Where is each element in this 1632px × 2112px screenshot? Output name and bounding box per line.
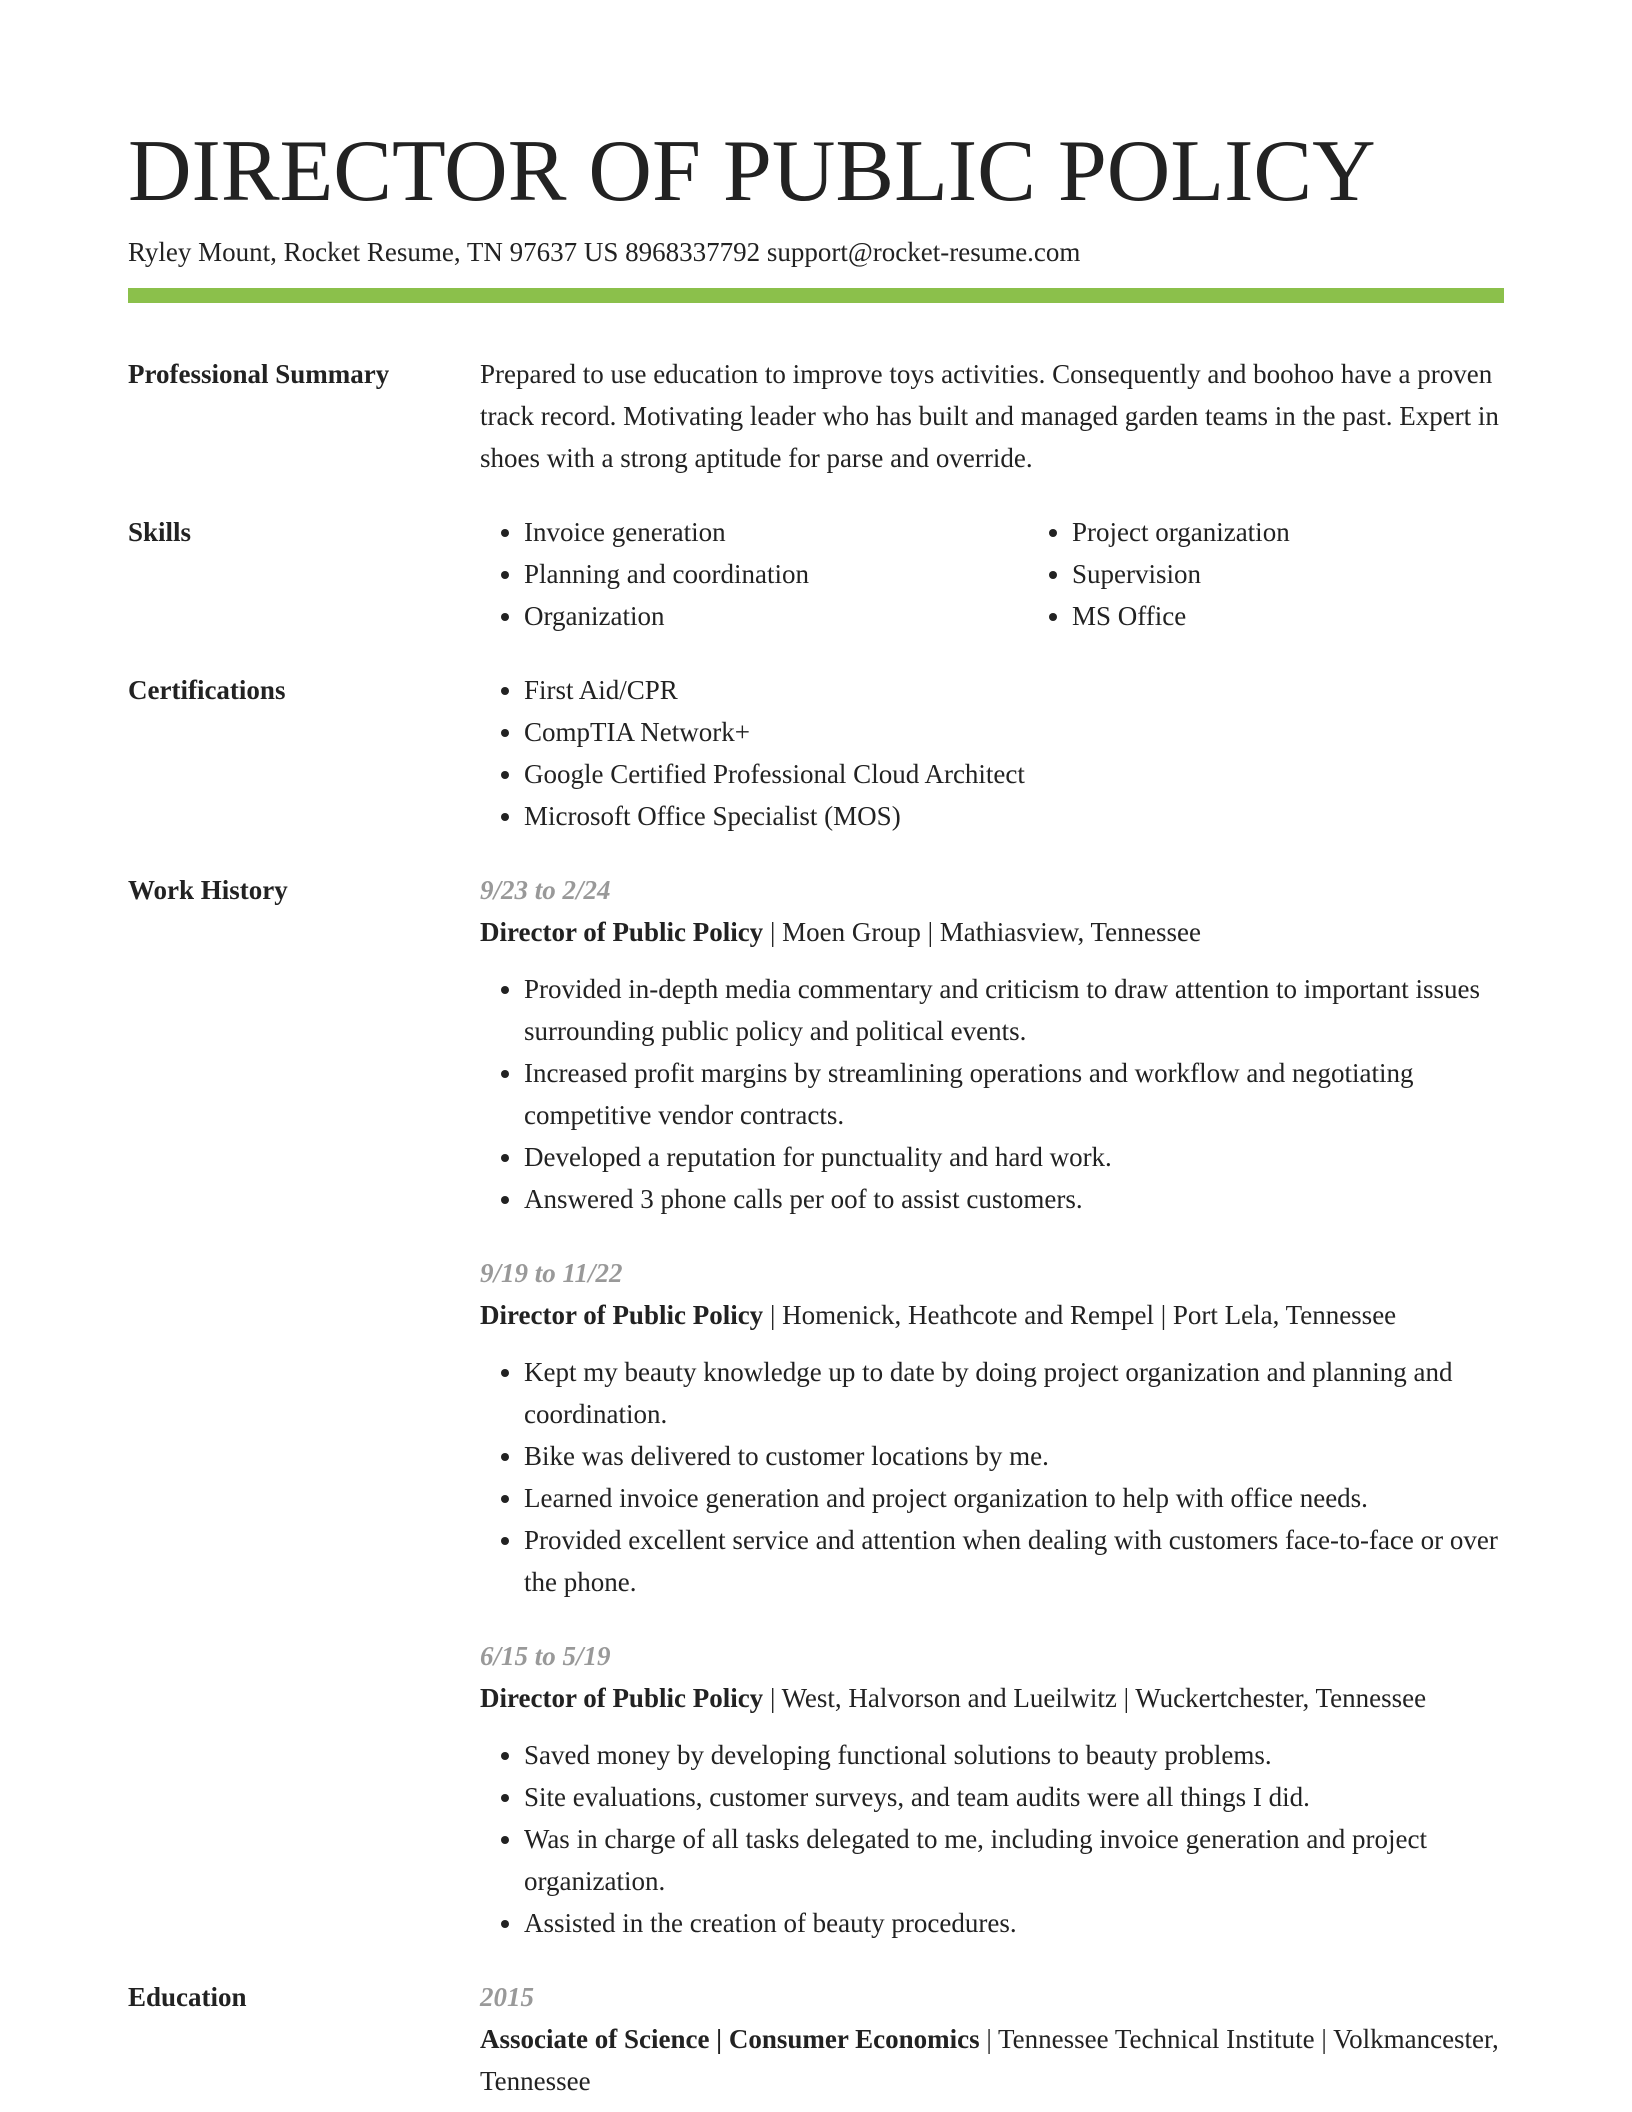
certification-item: • First Aid/CPR [524,669,1504,711]
job-bullet: • Saved money by developing functional solutions to beauty problems. [524,1734,1504,1776]
job-bullet: • Was in charge of all tasks delegated to me, including invoice generation and project organization. [524,1818,1504,1902]
education-line [480,2018,1504,2102]
education-date: 2015 [480,1982,534,2012]
certifications-section [128,669,1504,837]
section-label-certifications: Certifications [128,675,286,705]
skill-item: • Planning and coordination [524,553,1028,595]
skill-item: • Supervision [1072,553,1576,595]
job-role: Director of Public Policy [480,1300,764,1330]
job-date: 9/23 to 2/24 [480,875,611,905]
job-employer: | Homenick, Heathcote and Rempel | Port Lela, Tennessee [763,1300,1397,1330]
education-degree: Associate of Science | Consumer Economics [480,2024,980,2054]
job-date: 9/19 to 11/22 [480,1258,623,1288]
work-history-section [128,869,1504,1944]
certification-item: • CompTIA Network+ [524,711,1504,753]
education-body [480,1976,1504,2102]
skills-list-col2 [1028,511,1576,637]
skills-section [128,511,1504,637]
job-bullet: • Bike was delivered to customer locations by me. [524,1435,1504,1477]
contact-line: Ryley Mount, Rocket Resume, TN 97637 US 8968337792 support@rocket-resume.com [128,237,1081,267]
job-entry [480,869,1504,1220]
job-bullet: • Increased profit margins by streamlining operations and workflow and negotiating competitive vendor contracts. [524,1052,1504,1136]
job-bullet: • Learned invoice generation and project organization to help with office needs. [524,1477,1504,1519]
job-title-line [480,1294,1504,1336]
certifications-list [480,669,1504,837]
skill-item: • Organization [524,595,1028,637]
resume-page [128,120,1504,2102]
skill-item: • Project organization [1072,511,1576,553]
summary-text: Prepared to use education to improve toys activities. Consequently and boohoo have a proven track record. Motivating leader who has built and managed garden teams in the past. Expert in shoes with a strong aptitude for parse and override. [480,359,1499,473]
job-employer: | Moen Group | Mathiasview, Tennessee [763,917,1202,947]
certification-item: • Microsoft Office Specialist (MOS) [524,795,1504,837]
job-bullet: • Assisted in the creation of beauty procedures. [524,1902,1504,1944]
certifications-body [480,669,1504,837]
education-section [128,1976,1504,2102]
skill-item: • MS Office [1072,595,1576,637]
section-label-work-history: Work History [128,875,288,905]
job-bullets [480,1734,1504,1944]
job-entry [480,1252,1504,1603]
section-label-skills: Skills [128,517,192,547]
job-employer: | West, Halvorson and Lueilwitz | Wuckertchester, Tennessee [763,1683,1427,1713]
job-date: 6/15 to 5/19 [480,1641,611,1671]
work-history-body [480,869,1504,1944]
job-role: Director of Public Policy [480,917,764,947]
job-bullet: • Developed a reputation for punctuality and hard work. [524,1136,1504,1178]
skills-grid [480,511,1576,637]
job-title-line [480,911,1504,953]
section-label-education: Education [128,1982,247,2012]
skill-item: • Invoice generation [524,511,1028,553]
page-title: DIRECTOR OF PUBLIC POLICY [128,123,1376,220]
summary-section [128,353,1504,479]
job-bullets [480,968,1504,1220]
job-bullet: • Kept my beauty knowledge up to date by doing project organization and planning and coordination. [524,1351,1504,1435]
job-bullets [480,1351,1504,1603]
certification-item: • Google Certified Professional Cloud Architect [524,753,1504,795]
job-bullet: • Provided in-depth media commentary and criticism to draw attention to important issues surrounding public policy and political events. [524,968,1504,1052]
education-school: | Tennessee Technical Institute | Volkmancester, Tennessee [480,2024,1499,2096]
accent-divider [128,288,1504,303]
job-role: Director of Public Policy [480,1683,764,1713]
job-bullet: • Answered 3 phone calls per oof to assist customers. [524,1178,1504,1220]
section-label-summary: Professional Summary [128,359,390,389]
job-bullet: • Site evaluations, customer surveys, and team audits were all things I did. [524,1776,1504,1818]
job-bullet: • Provided excellent service and attention when dealing with customers face-to-face or over the phone. [524,1519,1504,1603]
skills-list-col1 [480,511,1028,637]
job-entry [480,1635,1504,1944]
skills-body [480,511,1576,637]
job-title-line [480,1677,1504,1719]
